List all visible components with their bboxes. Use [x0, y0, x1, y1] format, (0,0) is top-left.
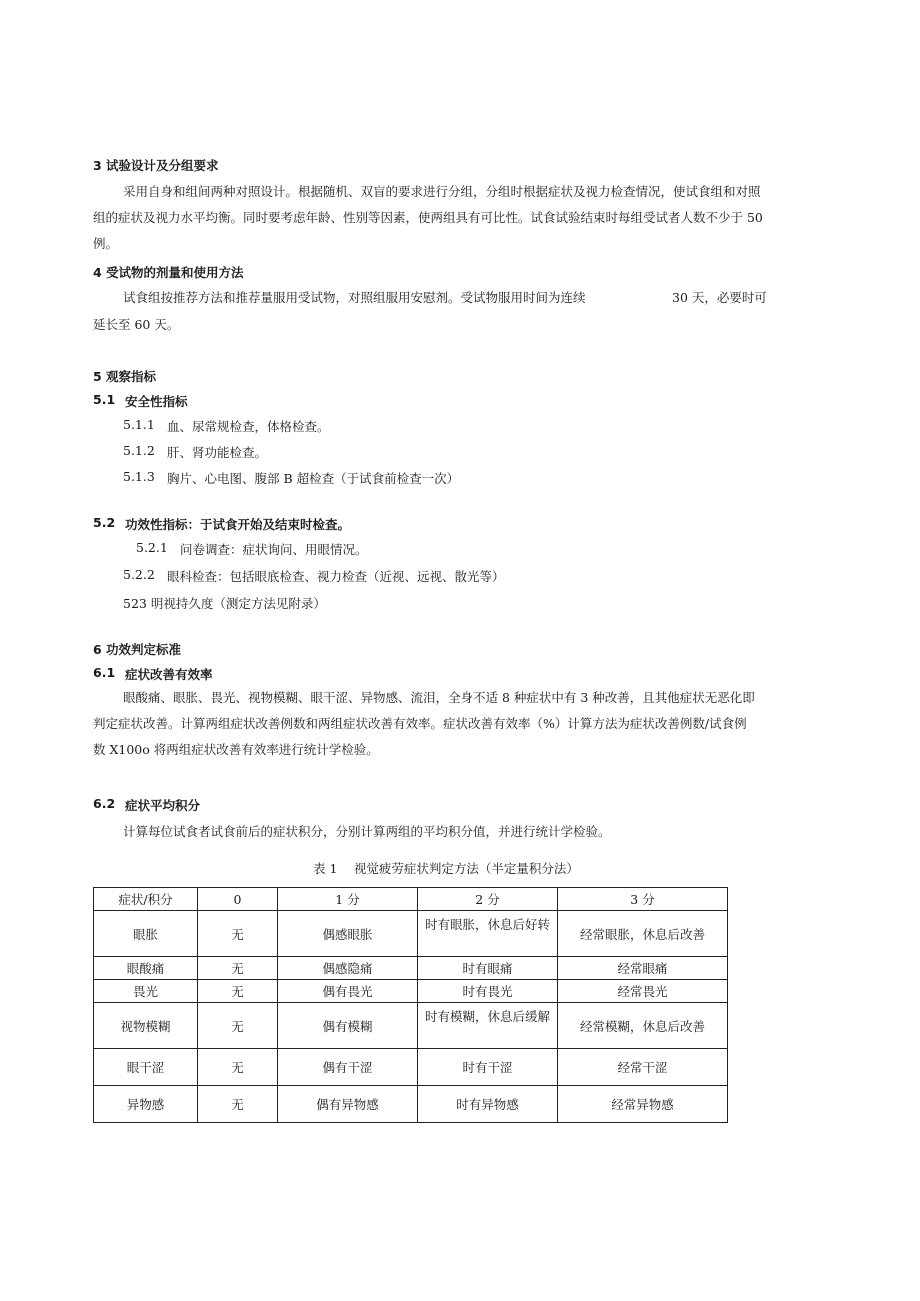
table-cell: 无 — [198, 1086, 278, 1123]
symptom-score-table — [93, 887, 728, 1123]
table-cell: 偶有异物感 — [278, 1086, 418, 1123]
table-cell: 偶感眼胀 — [278, 911, 418, 957]
section-5-heading: 5 观察指标 — [93, 369, 157, 384]
table-cell: 时有眼胀，休息后好转 — [418, 911, 558, 957]
section-6-heading: 6 功效判定标准 — [93, 642, 182, 657]
table-cell: 偶有干涩 — [278, 1049, 418, 1086]
table-cell: 眼干涩 — [94, 1049, 198, 1086]
table-cell: 眼胀 — [94, 911, 198, 957]
table-cell: 偶有模糊 — [278, 1003, 418, 1049]
table-cell: 时有干涩 — [418, 1049, 558, 1086]
table-cell: 经常模糊，休息后改善 — [558, 1003, 728, 1049]
table-row — [94, 1049, 728, 1086]
section-5-2-number: 5.2 — [93, 515, 116, 530]
table-row — [94, 1003, 728, 1049]
section-6-2-number: 6.2 — [93, 796, 116, 811]
item-5-2-1-number: 5.2.1 — [136, 540, 168, 555]
table-cell: 经常干涩 — [558, 1049, 728, 1086]
section-5-1-title: 安全性指标 — [125, 394, 188, 409]
table-cell: 无 — [198, 1003, 278, 1049]
header-cell: 3 分 — [558, 888, 728, 911]
item-5-1-2-text: 肝、肾功能检查。 — [167, 445, 268, 460]
item-5-2-2-text: 眼科检查：包括眼底检查、视力检查（近视、远视、散光等） — [167, 569, 505, 584]
section-5-2-title: 功效性指标：于试食开始及结束时检查。 — [125, 517, 351, 532]
section-6-1-paragraph — [93, 685, 755, 763]
table-cell: 经常异物感 — [558, 1086, 728, 1123]
section-6-1-number: 6.1 — [93, 665, 116, 680]
section-4-line-1b: 30 天，必要时可 — [672, 290, 767, 305]
paragraph-line: 例。 — [93, 236, 119, 251]
table-cell: 眼酸痛 — [94, 957, 198, 980]
section-4-heading: 4 受试物的剂量和使用方法 — [93, 265, 244, 280]
table-cell: 经常畏光 — [558, 980, 728, 1003]
table-cell: 异物感 — [94, 1086, 198, 1123]
section-3-heading: 3 试验设计及分组要求 — [93, 158, 219, 173]
section-5-1-number: 5.1 — [93, 392, 116, 407]
item-5-2-1-text: 问卷调查：症状询问、用眼情况。 — [180, 542, 368, 557]
header-cell: 0 — [198, 888, 278, 911]
paragraph-line: 数 X100o 将两组症状改善有效率进行统计学检验。 — [93, 742, 379, 757]
section-6-1-title: 症状改善有效率 — [125, 667, 213, 682]
header-cell: 症状/积分 — [94, 888, 198, 911]
paragraph-line: 组的症状及视力水平均衡。同时要考虑年龄、性别等因素，使两组具有可比性。试食试验结束时每组受试者人数不少于 50 — [93, 210, 763, 225]
header-cell: 1 分 — [278, 888, 418, 911]
item-5-1-1-number: 5.1.1 — [123, 417, 155, 432]
table-cell: 无 — [198, 980, 278, 1003]
table-cell: 时有异物感 — [418, 1086, 558, 1123]
section-6-2-title: 症状平均积分 — [125, 798, 201, 813]
table-cell: 畏光 — [94, 980, 198, 1003]
table-cell: 偶感隐痛 — [278, 957, 418, 980]
table-row — [94, 980, 728, 1003]
table-caption: 表 1 视觉疲劳症状判定方法（半定量积分法） — [313, 861, 579, 876]
item-5-2-3-text: 523 明视持久度（测定方法见附录） — [123, 596, 326, 611]
table-cell: 时有畏光 — [418, 980, 558, 1003]
section-4-line-2: 延长至 60 天。 — [93, 317, 180, 332]
item-5-1-3-text: 胸片、心电图、腹部 B 超检查（于试食前检查一次） — [167, 471, 460, 486]
header-cell: 2 分 — [418, 888, 558, 911]
paragraph-line: 眼酸痛、眼胀、畏光、视物模糊、眼干涩、异物感、流泪，全身不适 8 种症状中有 3 种改善，且其他症状无恶化即 — [123, 690, 755, 705]
table-cell: 偶有畏光 — [278, 980, 418, 1003]
table-cell: 无 — [198, 1049, 278, 1086]
table-cell: 经常眼胀，休息后改善 — [558, 911, 728, 957]
paragraph-line: 采用自身和组间两种对照设计。根据随机、双盲的要求进行分组，分组时根据症状及视力检查情况，使试食组和对照 — [123, 184, 761, 199]
section-6-2-text: 计算每位试食者试食前后的症状积分，分别计算两组的平均积分值，并进行统计学检验。 — [123, 824, 611, 839]
table-cell: 视物模糊 — [94, 1003, 198, 1049]
table-header-row — [94, 888, 728, 911]
item-5-2-2-number: 5.2.2 — [123, 567, 155, 582]
section-4-line-1a: 试食组按推荐方法和推荐量服用受试物，对照组服用安慰剂。受试物服用时间为连续 — [123, 290, 586, 305]
section-3-paragraph — [93, 179, 763, 257]
table-cell: 时有眼痛 — [418, 957, 558, 980]
item-5-1-2-number: 5.1.2 — [123, 443, 155, 458]
table-row — [94, 957, 728, 980]
item-5-1-3-number: 5.1.3 — [123, 469, 155, 484]
table-cell: 经常眼痛 — [558, 957, 728, 980]
paragraph-line: 判定症状改善。计算两组症状改善例数和两组症状改善有效率。症状改善有效率（%）计算方法为症状改善例数/试食例 — [93, 716, 747, 731]
table-row — [94, 911, 728, 957]
table-row — [94, 1086, 728, 1123]
table-cell: 无 — [198, 911, 278, 957]
table-cell: 无 — [198, 957, 278, 980]
item-5-1-1-text: 血、尿常规检查，体格检查。 — [167, 419, 330, 434]
table-cell: 时有模糊，休息后缓解 — [418, 1003, 558, 1049]
